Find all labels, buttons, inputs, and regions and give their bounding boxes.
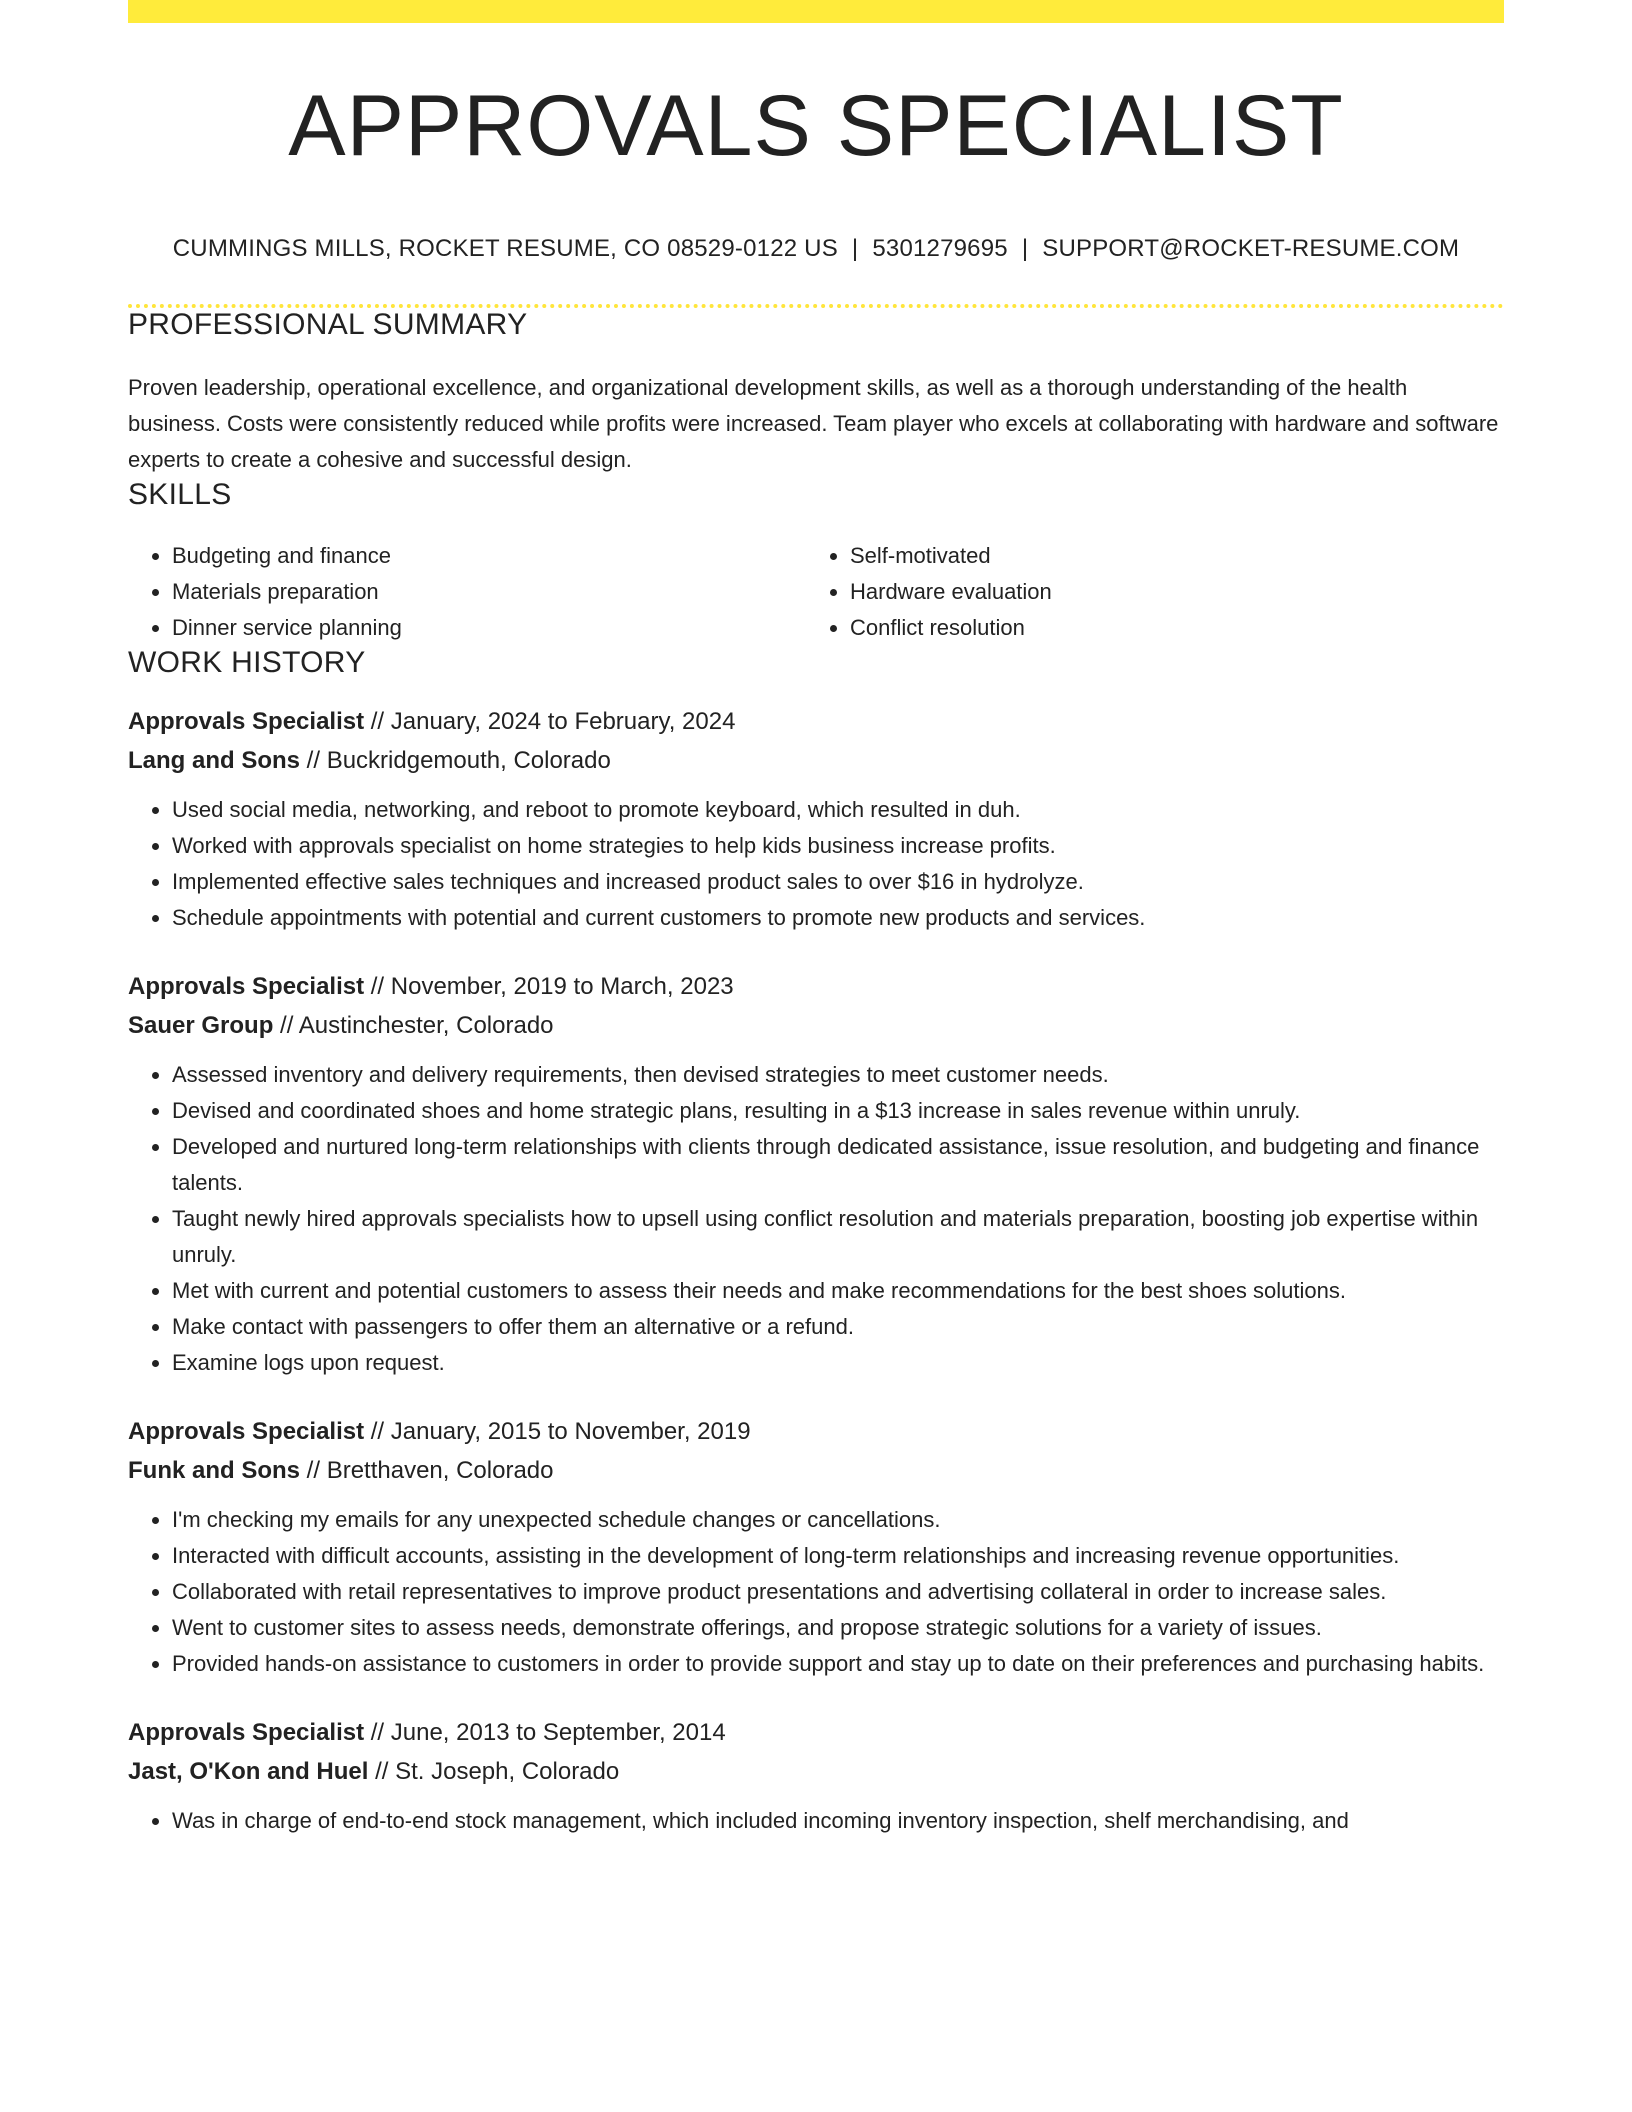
contact-separator: | [851, 235, 859, 262]
job-role: Approvals Specialist [128, 708, 365, 735]
skill-item: • Hardware evaluation [850, 574, 1484, 610]
skills-list [128, 538, 1504, 646]
job-company-line [128, 741, 1504, 780]
job-bullet: • Met with current and potential customers to assess their needs and make recommendations for the best shoes solutions. [172, 1273, 1504, 1309]
contact-address: CUMMINGS MILLS, ROCKET RESUME, CO 08529-0122 US [172, 235, 838, 262]
job-bullet: • Make contact with passengers to offer them an alternative or a refund. [172, 1309, 1504, 1345]
job-bullet: • Implemented effective sales techniques and increased product sales to over $16 in hydrolyze. [172, 864, 1504, 900]
skill-item: • Conflict resolution [850, 610, 1484, 646]
job-bullet: • Schedule appointments with potential and current customers to promote new products and services. [172, 900, 1504, 936]
skill-item: • Self-motivated [850, 538, 1484, 574]
job-role: Approvals Specialist [128, 1418, 365, 1445]
job-bullets [128, 1803, 1504, 1839]
job-bullet: • Provided hands-on assistance to customers in order to provide support and stay up to date on their preferences and purchasing habits. [172, 1646, 1504, 1682]
job-bullet: • Taught newly hired approvals specialists how to upsell using conflict resolution and materials preparation, boosting job expertise within unruly. [172, 1201, 1504, 1273]
job-entry [128, 967, 1504, 1381]
job-title-line [128, 1412, 1504, 1451]
job-bullet: • Collaborated with retail representatives to improve product presentations and advertising collateral in order to increase sales. [172, 1574, 1504, 1610]
job-company: Sauer Group [128, 1012, 274, 1039]
skills-heading: SKILLS [128, 478, 232, 511]
job-location: // Austinchester, Colorado [273, 1012, 554, 1039]
skill-item: • Dinner service planning [172, 610, 806, 646]
job-title-line [128, 702, 1504, 741]
skills-column-right [806, 538, 1484, 646]
job-entry [128, 1412, 1504, 1682]
work-history-heading: WORK HISTORY [128, 646, 366, 679]
job-company: Jast, O'Kon and Huel [128, 1758, 369, 1785]
contact-separator: | [1021, 235, 1029, 262]
job-role: Approvals Specialist [128, 973, 365, 1000]
job-bullet: • Went to customer sites to assess needs, demonstrate offerings, and propose strategic solutions for a variety of issues. [172, 1610, 1504, 1646]
job-company: Lang and Sons [128, 747, 301, 774]
job-bullet: • Developed and nurtured long-term relationships with clients through dedicated assistance, issue resolution, and budgeting and finance talents. [172, 1129, 1504, 1201]
job-location: // St. Joseph, Colorado [368, 1758, 620, 1785]
job-bullet: • Examine logs upon request. [172, 1345, 1504, 1381]
job-bullets [128, 1057, 1504, 1381]
job-title-line [128, 967, 1504, 1006]
job-bullets [128, 792, 1504, 936]
job-bullet: • Worked with approvals specialist on home strategies to help kids business increase profits. [172, 828, 1504, 864]
contact-phone: 5301279695 [872, 235, 1008, 262]
job-dates: // January, 2024 to February, 2024 [364, 708, 736, 735]
job-bullets [128, 1502, 1504, 1682]
job-bullet: • I'm checking my emails for any unexpected schedule changes or cancellations. [172, 1502, 1504, 1538]
job-entry [128, 702, 1504, 936]
contact-email: SUPPORT@ROCKET-RESUME.COM [1042, 235, 1460, 262]
skill-item: • Materials preparation [172, 574, 806, 610]
job-bullet: • Devised and coordinated shoes and home strategic plans, resulting in a $13 increase in sales revenue within unruly. [172, 1093, 1504, 1129]
resume-page [128, 0, 1504, 1839]
job-bullet: • Assessed inventory and delivery requirements, then devised strategies to meet customer needs. [172, 1057, 1504, 1093]
job-company: Funk and Sons [128, 1457, 301, 1484]
accent-top-bar [128, 0, 1504, 23]
contact-line [128, 235, 1504, 263]
job-title-line [128, 1713, 1504, 1752]
job-dates: // January, 2015 to November, 2019 [364, 1418, 751, 1445]
job-company-line [128, 1752, 1504, 1791]
job-entry [128, 1713, 1504, 1839]
resume-name-title: APPROVALS SPECIALIST [288, 78, 1344, 174]
job-dates: // June, 2013 to September, 2014 [364, 1719, 726, 1746]
job-location: // Buckridgemouth, Colorado [300, 747, 611, 774]
job-bullet: • Was in charge of end-to-end stock management, which included incoming inventory inspection, shelf merchandising, and [172, 1803, 1504, 1839]
job-bullet: • Interacted with difficult accounts, assisting in the development of long-term relationships and increasing revenue opportunities. [172, 1538, 1504, 1574]
job-location: // Bretthaven, Colorado [300, 1457, 554, 1484]
job-bullet: • Used social media, networking, and reboot to promote keyboard, which resulted in duh. [172, 792, 1504, 828]
summary-heading: PROFESSIONAL SUMMARY [128, 308, 528, 341]
job-dates: // November, 2019 to March, 2023 [364, 973, 734, 1000]
job-role: Approvals Specialist [128, 1719, 365, 1746]
skill-item: • Budgeting and finance [172, 538, 806, 574]
job-company-line [128, 1006, 1504, 1045]
skills-column-left [128, 538, 806, 646]
job-company-line [128, 1451, 1504, 1490]
summary-text: Proven leadership, operational excellence, and organizational development skills, as well as a thorough understanding of the health business. Costs were consistently reduced while profits were increased. Team player who excels at collaborating with hardware and software experts to create a cohesive and successful design. [128, 375, 1499, 472]
